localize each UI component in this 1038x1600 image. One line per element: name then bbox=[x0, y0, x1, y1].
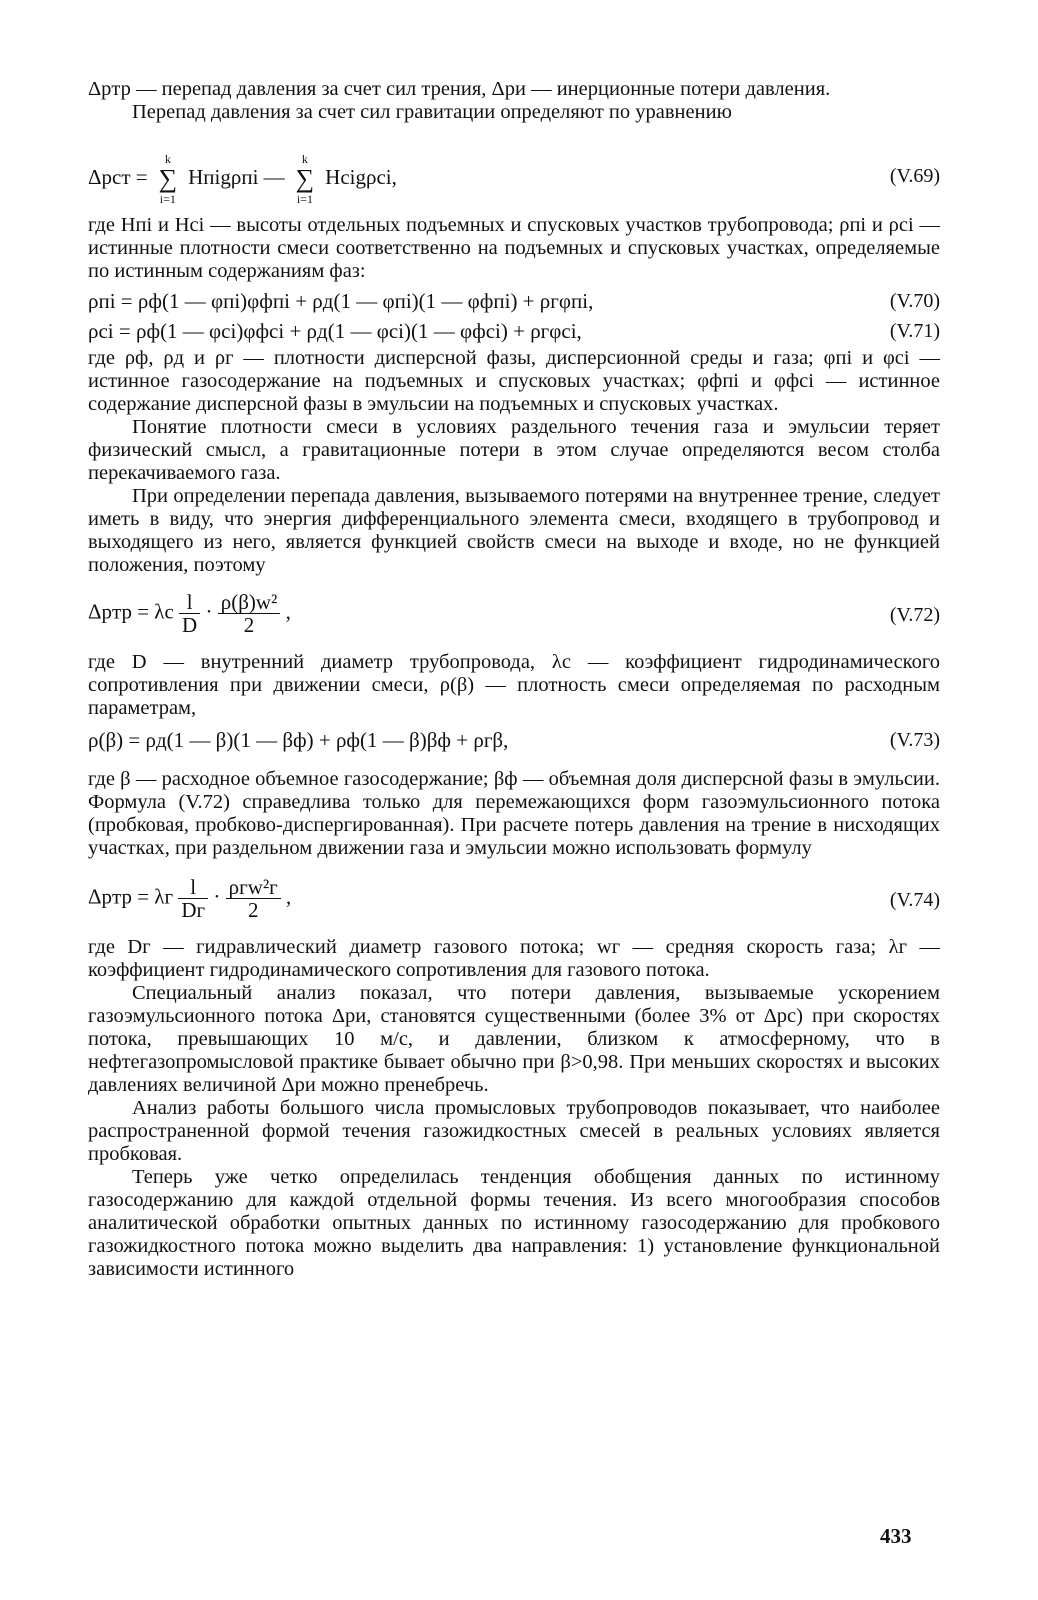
paragraph-5: Понятие плотности смеси в условиях раздельного течения газа и эмульсии теряет физический смысл, а гравитационные потери в этом случае определяются весом столба перекачиваемого газа. bbox=[88, 416, 940, 484]
eq72-lhs: Δpтр = λc bbox=[88, 599, 174, 624]
equation-v72 bbox=[88, 581, 940, 651]
paragraph-2: Перепад давления за счет сил гравитации определяют по уравнению bbox=[132, 101, 732, 123]
equation-v69 bbox=[88, 128, 940, 214]
eq72-fraction-1: $\frac{l}{D}$ bbox=[179, 591, 200, 636]
eq69-term-2: Hcigρci, bbox=[325, 164, 397, 189]
paragraph-6: При определении перепада давления, вызываемого потерями на внутреннее трение, следует иметь в виду, что энергия дифференциального элемента смеси, входящего в трубопровод и выходящего из него, является функцией свойств смеси на выходе и входе, но не функцией положения, поэтому bbox=[88, 485, 940, 576]
paragraph-4: где ρф, ρд и ρг — плотности дисперсной фазы, дисперсионной среды и газа; φпi и φci — истинное газосодержание на подъемных и спусковых участках; φфпi и φфci — истинное содержание дисперсной фазы в эмульсии на подъемных и спусковых участках. bbox=[88, 347, 940, 415]
eq74-dot: · bbox=[213, 884, 226, 909]
page-number: 433 bbox=[880, 1524, 912, 1548]
eq74-lhs: Δpтр = λг bbox=[88, 884, 174, 909]
equation-v70 bbox=[88, 289, 940, 319]
equation-v71 bbox=[88, 319, 940, 347]
eq70-text: ρпi = ρф(1 — φпi)φфпi + ρд(1 — φпi)(1 — φфпi) + ρгφпi, bbox=[88, 289, 594, 313]
equation-number-v70: (V.70) bbox=[889, 290, 940, 312]
eq73-text: ρ(β) = ρд(1 — β)(1 — βф) + ρф(1 — β)βф + ρгβ, bbox=[88, 728, 509, 752]
paragraph-9: где Dг — гидравлический диаметр газового потока; wг — средняя скорость газа; λг — коэффициент гидродинамического сопротивления для газового потока. bbox=[88, 936, 940, 981]
equation-number-v71: (V.71) bbox=[889, 320, 940, 342]
eq71-text: ρci = ρф(1 — φci)φфci + ρд(1 — φci)(1 — φфci) + ρгφci, bbox=[88, 319, 582, 343]
eq69-term-1: Hпigρпi bbox=[188, 164, 259, 189]
paragraph-7: где D — внутренний диаметр трубопровода, λc — коэффициент гидродинамического сопротивления при движении смеси, ρ(β) — плотность смеси определяемая по расходным параметрам, bbox=[88, 651, 940, 719]
eq74-fraction-2: $\frac{\text{ρгw²г}}{2}$ bbox=[226, 876, 281, 921]
sum-symbol-2: k ∑ i=1 bbox=[295, 152, 315, 206]
eq69-minus: — bbox=[263, 164, 290, 189]
eq72-fraction-2: $\frac{\text{ρ(β)w²}}{2}$ bbox=[218, 591, 281, 636]
sum-symbol-1: k ∑ i=1 bbox=[158, 152, 178, 206]
eq72-dot: · bbox=[205, 599, 218, 624]
equation-number-v69: (V.69) bbox=[889, 165, 940, 187]
equation-number-v72: (V.72) bbox=[889, 604, 940, 626]
paragraph-1: Δpтр — перепад давления за счет сил трения, Δpи — инерционные потери давления. bbox=[88, 78, 831, 100]
equation-number-v73: (V.73) bbox=[889, 729, 940, 751]
paragraph-11: Анализ работы большого числа промысловых трубопроводов показывает, что наиболее распространенной формой течения газожидкостных смесей в реальных условиях является пробковая. bbox=[88, 1097, 940, 1165]
eq74-fraction-1: $\frac{l}{Dг}$ bbox=[178, 876, 208, 921]
eq69-lhs: Δpст = bbox=[88, 164, 153, 189]
equation-number-v74: (V.74) bbox=[889, 889, 940, 911]
page-body bbox=[88, 78, 940, 1281]
eq74-comma: , bbox=[286, 884, 292, 909]
paragraph-10: Специальный анализ показал, что потери давления, вызываемые ускорением газоэмульсионного потока Δpи, становятся существенными (более 3% от Δpс) при скоростях потока, превышающих 10 м/с, и давлении, близком к атмосферному, что в нефтегазопромысловой практике бывает обычно при β>0,98. При меньших скоростях и высоких давлениях величиной Δpи можно пренебречь. bbox=[88, 982, 940, 1096]
eq72-comma: , bbox=[285, 599, 291, 624]
paragraph-8: где β — расходное объемное газосодержание; βф — объемная доля дисперсной фазы в эмульсии. Формула (V.72) справедлива только для перемежающихся форм газоэмульсионного потока (пробковая, пробково-диспергированная). При расчете потерь давления на трение в нисходящих участках, при раздельном движении газа и эмульсии можно использовать формулу bbox=[88, 768, 940, 859]
equation-v73 bbox=[88, 728, 940, 768]
equation-v74 bbox=[88, 864, 940, 936]
paragraph-3: где Hпi и Hci — высоты отдельных подъемных и спусковых участков трубопровода; ρпi и ρci — истинные плотности смеси соответственно на подъемных и спусковых участках, определяемые по истинным содержаниям фаз: bbox=[88, 214, 940, 282]
paragraph-12: Теперь уже четко определилась тенденция обобщения данных по истинному газосодержанию для каждой отдельной формы течения. Из всего многообразия способов аналитической обработки опытных данных по истинному газосодержанию для пробкового газожидкостного потока можно выделить два направления: 1) установление функциональной зависимости истинного bbox=[88, 1166, 940, 1280]
